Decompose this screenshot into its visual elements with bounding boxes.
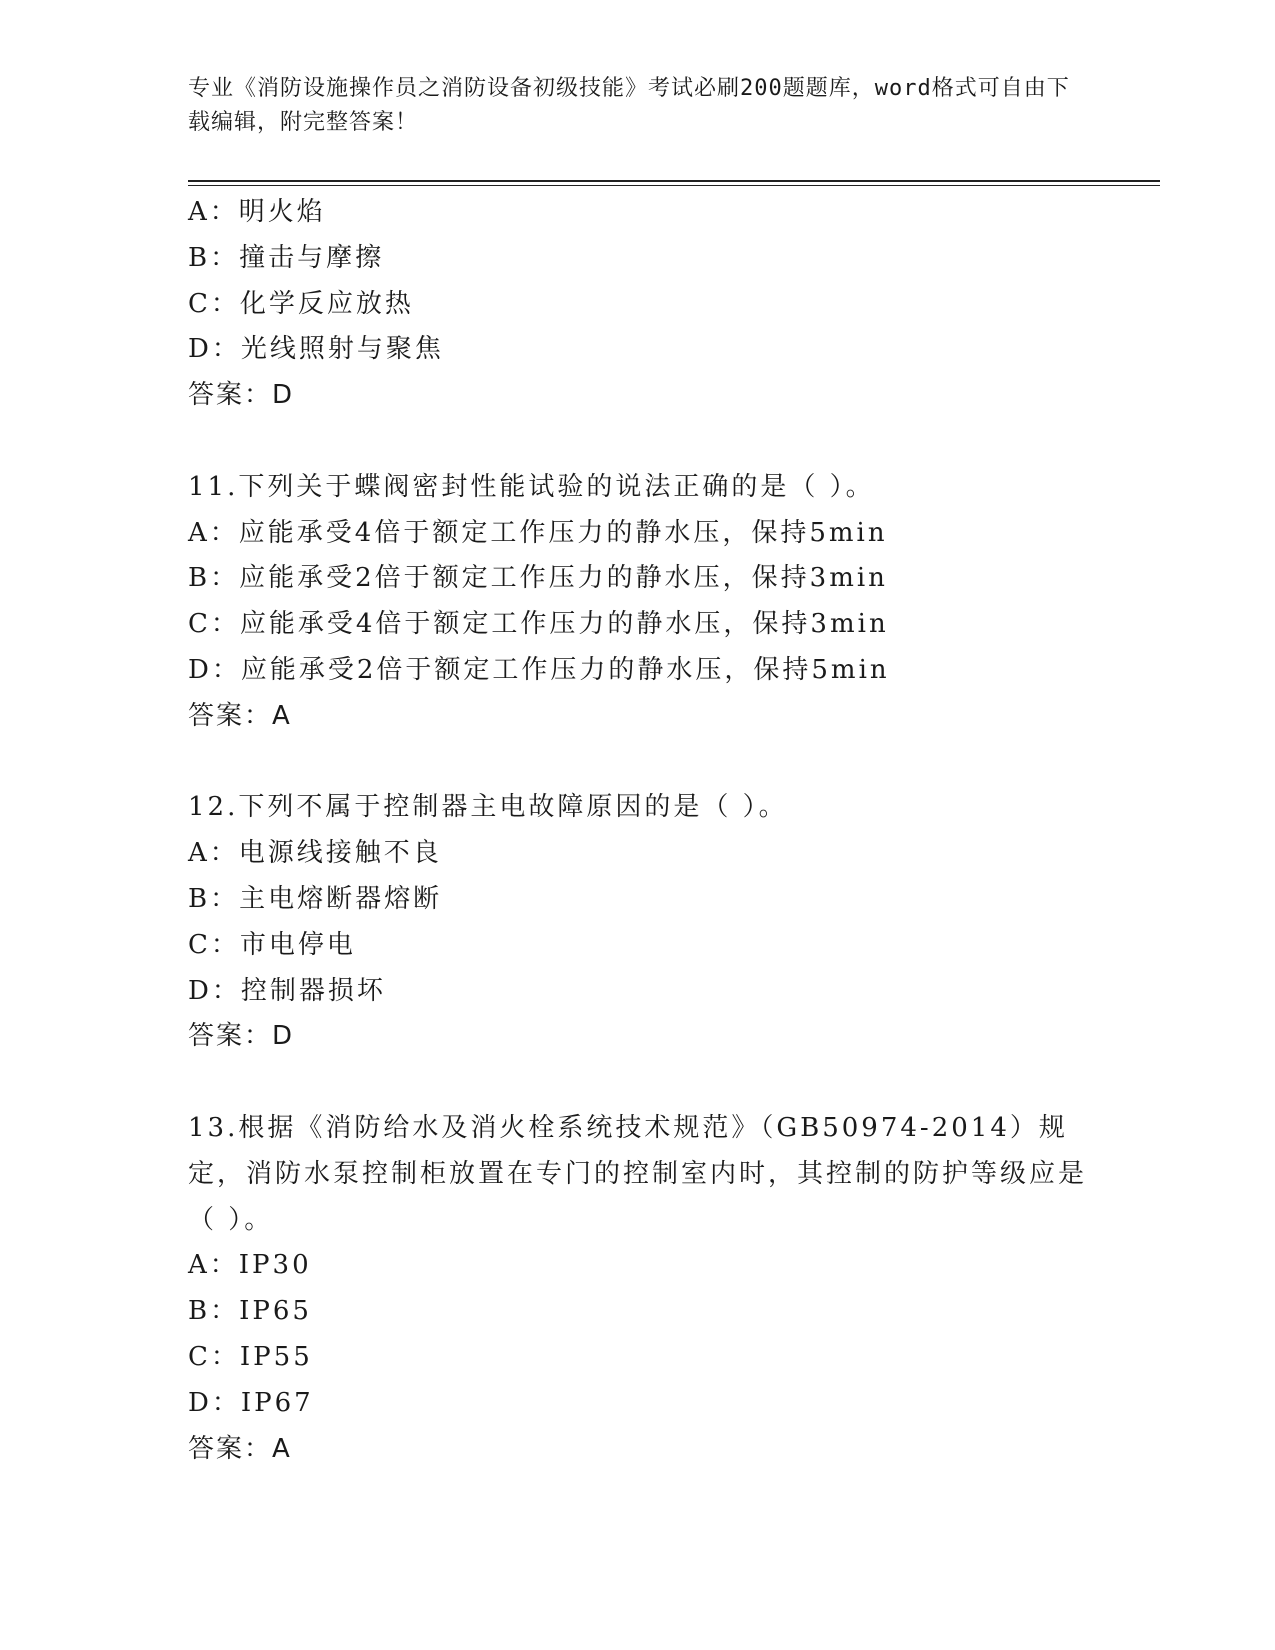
spacer [188,1060,1088,1106]
question-stem: 12.下列不属于控制器主电故障原因的是（ ）。 [188,792,788,823]
option-c: C：应能承受4倍于额定工作压力的静水压，保持3min [188,609,889,640]
option-d: D：光线照射与聚焦 [188,334,444,365]
header-divider-thin [188,185,1160,186]
question-11 [188,465,1088,740]
option-d: D：控制器损坏 [188,975,386,1006]
option-a: A：明火焰 [188,197,326,227]
question-stem: 13.根据《消防给水及消火栓系统技术规范》（GB50974-2014）规定，消防水泵控制柜放置在专门的控制室内时，其控制的防护等级应是（ ）。 [188,1112,1088,1235]
spacer [188,419,1088,465]
question-stem: 11.下列关于蝶阀密封性能试验的说法正确的是（ ）。 [188,471,875,502]
option-d: D：应能承受2倍于额定工作压力的静水压，保持5min [188,654,890,685]
answer: 答案：A [188,1433,292,1464]
question-12 [188,785,1088,1060]
question-continued [188,190,1088,419]
option-b: B：IP65 [188,1296,312,1327]
option-a: A：应能承受4倍于额定工作压力的静水压，保持5min [188,517,888,548]
option-c: C：市电停电 [188,929,356,960]
answer: 答案：D [188,1021,295,1052]
option-c: C：化学反应放热 [188,288,414,319]
answer: 答案：D [188,380,295,411]
header-divider-thick [188,180,1160,182]
question-13 [188,1106,1088,1472]
option-a: A：IP30 [188,1250,312,1281]
spacer [188,740,1088,786]
option-b: B：撞击与摩擦 [188,242,385,273]
question-list [188,190,1088,1472]
option-d: D：IP67 [188,1387,314,1418]
option-c: C：IP55 [188,1341,313,1372]
option-b: B：应能承受2倍于额定工作压力的静水压，保持3min [188,563,888,594]
option-b: B：主电熔断器熔断 [188,883,443,914]
document-header: 专业《消防设施操作员之消防设备初级技能》考试必刷200题题库，word格式可自由下载编辑，附完整答案！ [188,76,1070,135]
answer: 答案：A [188,700,292,731]
option-a: A：电源线接触不良 [188,838,442,869]
